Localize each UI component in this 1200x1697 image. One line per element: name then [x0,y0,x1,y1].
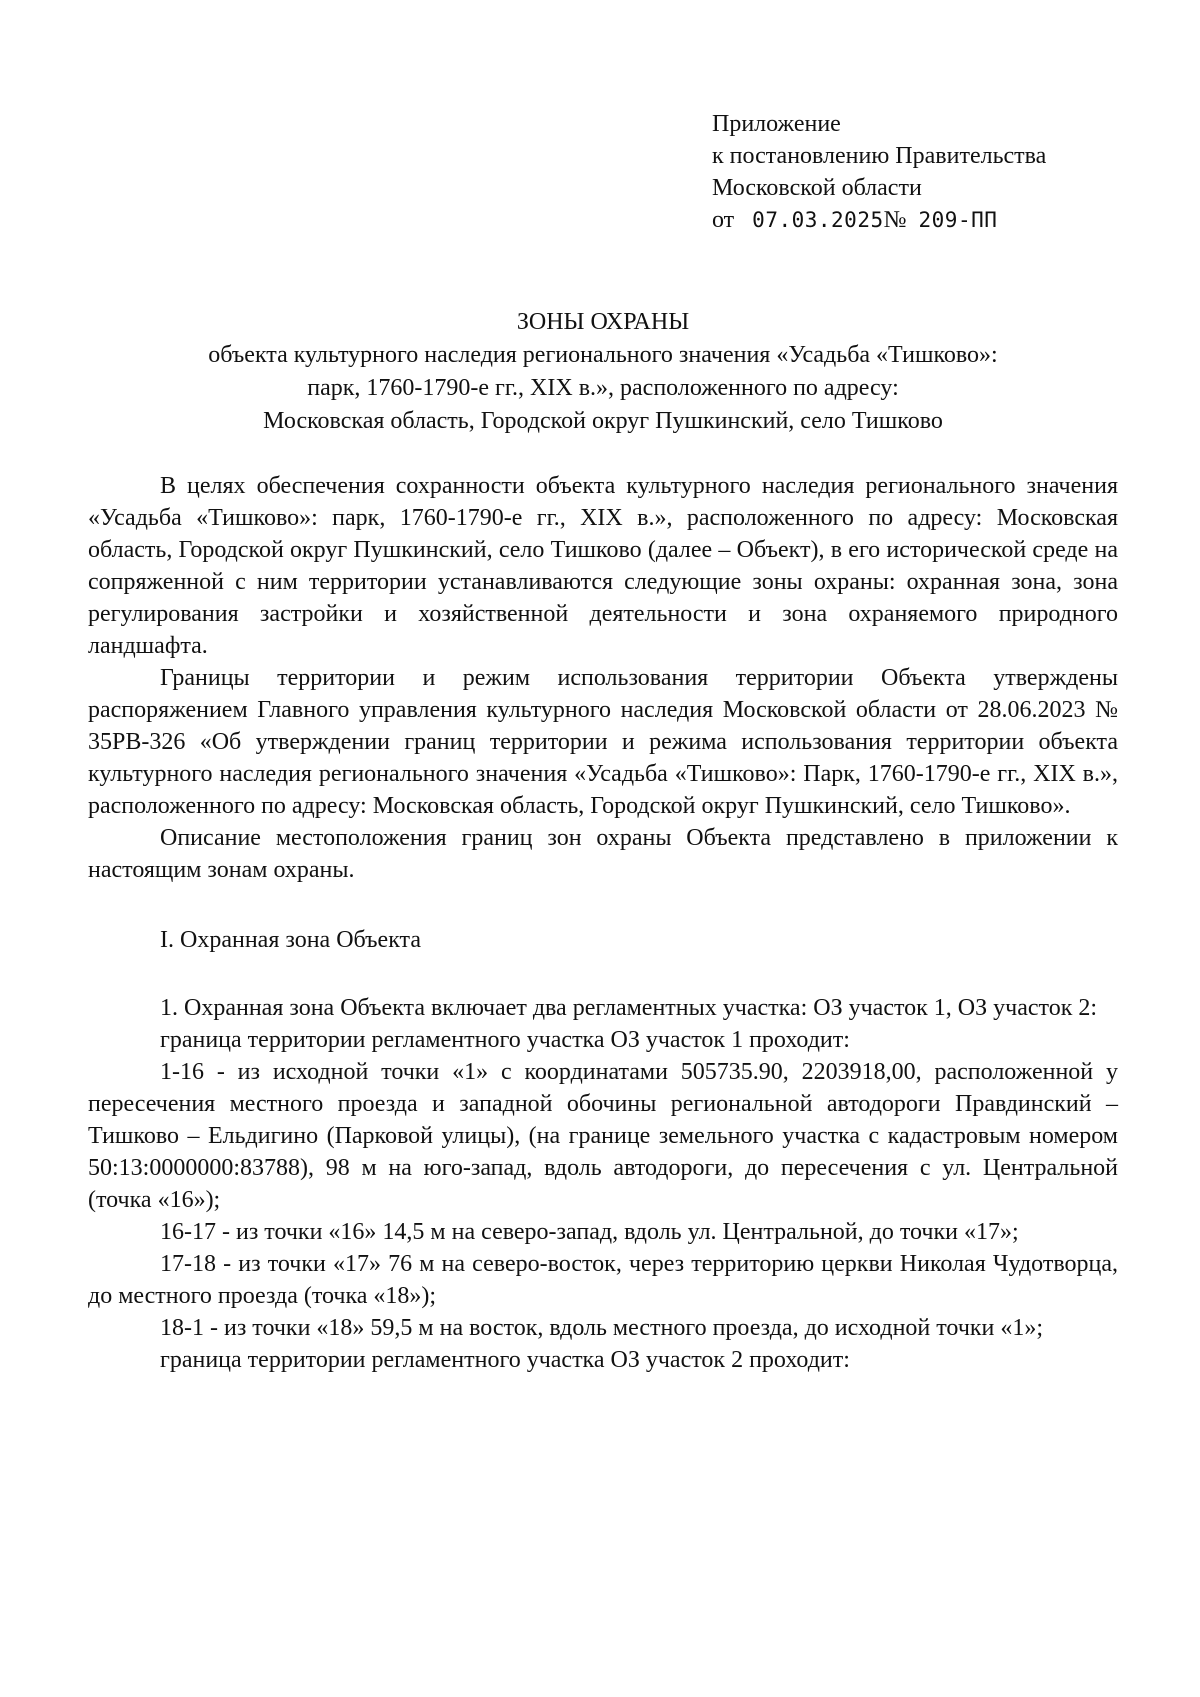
section-paragraph-7: граница территории регламентного участка ОЗ участок 2 проходит: [160,1347,850,1373]
intro-paragraph-2: Границы территории и режим использования территории Объекта утверждены распоряжением Главного управления культурного наследия Московской области от 28.06.2023 № 35РВ-326 «Об утверждении границ территории и режима использования территории объекта культурного наследия регионального значения «Усадьба «Тишково»: Парк, 1760-1790-е гг., XIX в.», расположенного по адресу: Московская область, Городской округ Пушкинский, село Тишково». [88,665,1118,819]
section-paragraph-1: 1. Охранная зона Объекта включает два регламентных участка: ОЗ участок 1, ОЗ участок 2: [160,995,1098,1021]
intro-paragraph-1: В целях обеспечения сохранности объекта культурного наследия регионального значения «Усадьба «Тишково»: парк, 1760-1790-е гг., XIX в.», расположенного по адресу: Московская область, Городской округ Пушкинский, село Тишково (далее – Объект), в его исторической среде на сопряженной с ним территории устанавливаются следующие зоны охраны: охранная зона, зона регулирования застройки и хозяйственной деятельности и зона охраняемого природного ландшафта. [88,473,1118,659]
section-heading: I. Охранная зона Объекта [160,927,421,953]
approval-stamp [712,108,1046,236]
section-paragraph-4: 16-17 - из точки «16» 14,5 м на северо-запад, вдоль ул. Центральной, до точки «17»; [160,1219,1019,1245]
date-prefix: от [712,207,735,233]
approval-line-3: Московской области [712,175,922,201]
title-sub-3: Московская область, Городской округ Пушкинский, село Тишково [263,408,943,434]
section-paragraph-6: 18-1 - из точки «18» 59,5 м на восток, вдоль местного проезда, до исходной точки «1»; [160,1315,1044,1341]
section-paragraph-2: граница территории регламентного участка ОЗ участок 1 проходит: [160,1027,850,1053]
title-sub-2: парк, 1760-1790-е гг., XIX в.», расположенного по адресу: [307,375,899,401]
title-sub-1: объекта культурного наследия регионального значения «Усадьба «Тишково»: [208,342,998,368]
number-sign: № [883,207,907,233]
approval-number: 209-ПП [918,208,998,232]
approval-date: 07.03.2025 [752,208,884,232]
document-title [88,306,1118,438]
approval-date-line [712,204,1046,236]
title-main: ЗОНЫ ОХРАНЫ [516,309,690,335]
section-paragraph-5: 17-18 - из точки «17» 76 м на северо-восток, через территорию церкви Николая Чудотворца, до местного проезда (точка «18»); [88,1251,1118,1309]
intro-paragraph-3: Описание местоположения границ зон охраны Объекта представлено в приложении к настоящим зонам охраны. [88,825,1118,883]
approval-line-2: к постановлению Правительства [712,143,1047,169]
document-body [88,470,1118,1376]
approval-line-1: Приложение [712,111,841,137]
section-paragraph-3: 1-16 - из исходной точки «1» с координатами 505735.90, 2203918,00, расположенной у пересечения местного проезда и западной обочины региональной автодороги Правдинский – Тишково – Ельдигино (Парковой улицы), (на границе земельного участка с кадастровым номером 50:13:0000000:83788), 98 м на юго-запад, вдоль автодороги, до пересечения с ул. Центральной (точка «16»); [88,1059,1118,1213]
